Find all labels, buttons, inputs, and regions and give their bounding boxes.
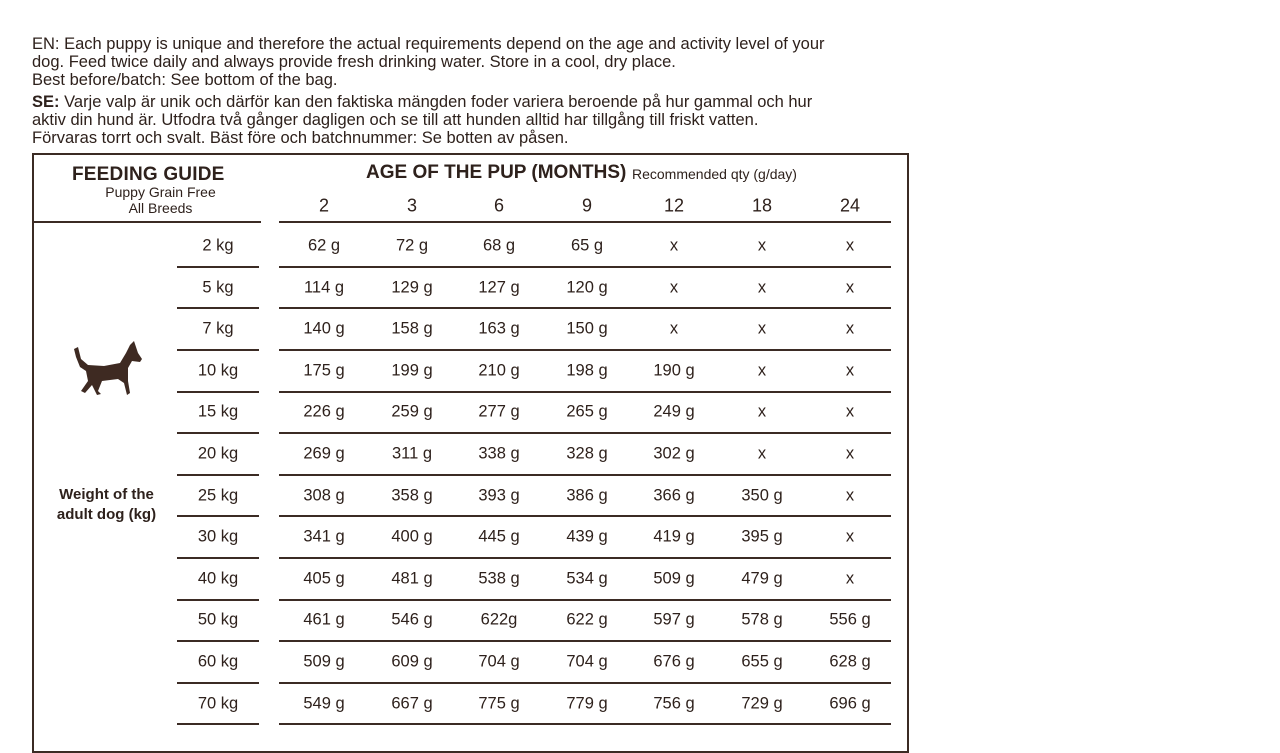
weight-row-divider [177, 391, 259, 393]
age-header-24: 24 [839, 195, 861, 216]
qty-cell: 400 g [391, 527, 433, 546]
qty-cell: 439 g [566, 527, 608, 546]
qty-cell: 249 g [653, 402, 695, 421]
qty-cell: 549 g [303, 694, 345, 713]
weight-cell: 25 kg [197, 486, 239, 505]
qty-cell: 311 g [391, 444, 433, 463]
qty-row-divider [279, 557, 891, 559]
qty-cell: x [845, 236, 855, 255]
weight-row-divider [177, 682, 259, 684]
qty-cell: 190 g [653, 361, 695, 380]
qty-cell: 72 g [395, 236, 429, 255]
qty-cell: 120 g [566, 278, 608, 297]
qty-cell: 68 g [482, 236, 516, 255]
qty-cell: x [757, 361, 767, 380]
weight-row-divider [177, 474, 259, 476]
weight-row-divider [177, 432, 259, 434]
feeding-guide-subtitle-breeds: All Breeds [128, 200, 193, 216]
age-header-divider [279, 221, 891, 223]
qty-cell: 779 g [566, 694, 608, 713]
qty-cell: 129 g [391, 278, 433, 297]
age-header-2: 2 [318, 195, 329, 216]
qty-cell: 350 g [741, 486, 783, 505]
qty-cell: x [845, 319, 855, 338]
qty-row-divider [279, 349, 891, 351]
feeding-guide-subtitle-product: Puppy Grain Free [105, 184, 216, 200]
qty-cell: 481 g [391, 569, 433, 588]
qty-cell: 461 g [303, 610, 345, 629]
qty-row-divider [279, 432, 891, 434]
qty-cell: 308 g [303, 486, 345, 505]
qty-cell: 622 g [566, 610, 608, 629]
qty-cell: x [845, 444, 855, 463]
weight-cell: 60 kg [197, 652, 239, 671]
weight-row-divider [177, 266, 259, 268]
weight-cell: 20 kg [197, 444, 239, 463]
se-line-1: Varje valp är unik och därför kan den faktiska mängden foder variera beroende på hur gammal och hur [64, 93, 813, 111]
weight-cell: 7 kg [202, 319, 234, 338]
qty-cell: 269 g [303, 444, 345, 463]
qty-cell: 328 g [566, 444, 608, 463]
qty-cell: 534 g [566, 569, 608, 588]
age-header-3: 3 [406, 195, 417, 216]
age-title: AGE OF THE PUP (MONTHS) [366, 162, 627, 183]
qty-cell: x [845, 569, 855, 588]
intro-text [32, 35, 932, 151]
intro-se [32, 93, 932, 147]
qty-row-divider [279, 723, 891, 725]
recommended-qty-label: Recommended qty (g/day) [632, 166, 797, 182]
qty-cell: 210 g [478, 361, 520, 380]
qty-cell: 667 g [391, 694, 433, 713]
en-line-2: dog. Feed twice daily and always provide fresh drinking water. Store in a cool, dry place. [32, 53, 676, 71]
qty-cell: 655 g [741, 652, 783, 671]
qty-cell: 163 g [478, 319, 520, 338]
qty-cell: 395 g [741, 527, 783, 546]
qty-cell: 509 g [653, 569, 695, 588]
en-line-1: EN: Each puppy is unique and therefore the actual requirements depend on the age and activity level of your [32, 35, 825, 53]
qty-cell: x [845, 402, 855, 421]
qty-cell: x [845, 527, 855, 546]
weight-row-divider [177, 515, 259, 517]
weight-row-divider [177, 640, 259, 642]
qty-row-divider [279, 599, 891, 601]
weight-cell: 15 kg [197, 402, 239, 421]
weight-cell: 40 kg [197, 569, 239, 588]
qty-cell: 405 g [303, 569, 345, 588]
feeding-guide-title: FEEDING GUIDE [72, 164, 225, 185]
feeding-guide-table [32, 153, 909, 753]
qty-cell: 556 g [829, 610, 871, 629]
qty-cell: x [669, 319, 679, 338]
qty-cell: x [845, 361, 855, 380]
qty-cell: 756 g [653, 694, 695, 713]
qty-cell: 445 g [478, 527, 520, 546]
qty-cell: 622g [480, 610, 518, 629]
qty-cell: 479 g [741, 569, 783, 588]
se-line-2: aktiv din hund är. Utfodra två gånger dagligen och se till att hunden alltid har tillgång till friskt vatten. [32, 111, 759, 129]
weight-cell: 5 kg [202, 278, 234, 297]
header-divider [34, 221, 261, 223]
qty-cell: 538 g [478, 569, 520, 588]
qty-cell: 704 g [566, 652, 608, 671]
qty-cell: 393 g [478, 486, 520, 505]
weight-row-divider [177, 349, 259, 351]
qty-row-divider [279, 515, 891, 517]
age-header-18: 18 [751, 195, 773, 216]
qty-cell: 696 g [829, 694, 871, 713]
qty-cell: x [669, 236, 679, 255]
qty-cell: 158 g [391, 319, 433, 338]
qty-cell: 775 g [478, 694, 520, 713]
weight-cell: 50 kg [197, 610, 239, 629]
qty-cell: 62 g [307, 236, 341, 255]
qty-cell: 277 g [478, 402, 520, 421]
qty-cell: 609 g [391, 652, 433, 671]
qty-cell: 628 g [829, 652, 871, 671]
qty-cell: 140 g [303, 319, 345, 338]
qty-cell: 199 g [391, 361, 433, 380]
qty-row-divider [279, 391, 891, 393]
qty-cell: x [757, 278, 767, 297]
dog-silhouette-icon [72, 335, 142, 405]
qty-row-divider [279, 682, 891, 684]
age-header-12: 12 [663, 195, 685, 216]
se-label: SE: [32, 93, 60, 111]
qty-cell: 546 g [391, 610, 433, 629]
qty-row-divider [279, 266, 891, 268]
weight-cell: 2 kg [202, 236, 234, 255]
age-header-9: 9 [581, 195, 592, 216]
age-header-6: 6 [493, 195, 504, 216]
qty-cell: 341 g [303, 527, 345, 546]
weight-row-divider [177, 599, 259, 601]
qty-cell: 704 g [478, 652, 520, 671]
qty-cell: 226 g [303, 402, 345, 421]
qty-cell: 198 g [566, 361, 608, 380]
weight-row-divider [177, 307, 259, 309]
qty-cell: 65 g [570, 236, 604, 255]
qty-cell: x [757, 444, 767, 463]
qty-cell: 338 g [478, 444, 520, 463]
qty-cell: 386 g [566, 486, 608, 505]
qty-row-divider [279, 474, 891, 476]
weight-cell: 10 kg [197, 361, 239, 380]
qty-cell: x [669, 278, 679, 297]
qty-cell: 259 g [391, 402, 433, 421]
qty-cell: 419 g [653, 527, 695, 546]
qty-cell: 509 g [303, 652, 345, 671]
qty-cell: x [845, 486, 855, 505]
qty-cell: 597 g [653, 610, 695, 629]
qty-cell: x [845, 278, 855, 297]
qty-cell: 265 g [566, 402, 608, 421]
qty-row-divider [279, 640, 891, 642]
weight-label-line-2: adult dog (kg) [56, 506, 157, 523]
weight-row-divider [177, 723, 259, 725]
weight-cell: 30 kg [197, 527, 239, 546]
qty-cell: 175 g [303, 361, 345, 380]
weight-cell: 70 kg [197, 694, 239, 713]
qty-cell: 114 g [303, 278, 345, 297]
qty-row-divider [279, 307, 891, 309]
intro-en [32, 35, 932, 89]
weight-axis-label [44, 485, 169, 525]
qty-cell: 150 g [566, 319, 608, 338]
qty-cell: x [757, 319, 767, 338]
qty-cell: 302 g [653, 444, 695, 463]
qty-cell: x [757, 236, 767, 255]
qty-cell: 127 g [478, 278, 520, 297]
qty-cell: 729 g [741, 694, 783, 713]
se-line-3: Förvaras torrt och svalt. Bäst före och batchnummer: Se botten av påsen. [32, 129, 569, 147]
qty-cell: 366 g [653, 486, 695, 505]
qty-cell: 676 g [653, 652, 695, 671]
qty-cell: 578 g [741, 610, 783, 629]
qty-cell: 358 g [391, 486, 433, 505]
weight-label-line-1: Weight of the [59, 486, 154, 503]
qty-cell: x [757, 402, 767, 421]
en-line-3: Best before/batch: See bottom of the bag. [32, 71, 338, 89]
weight-row-divider [177, 557, 259, 559]
